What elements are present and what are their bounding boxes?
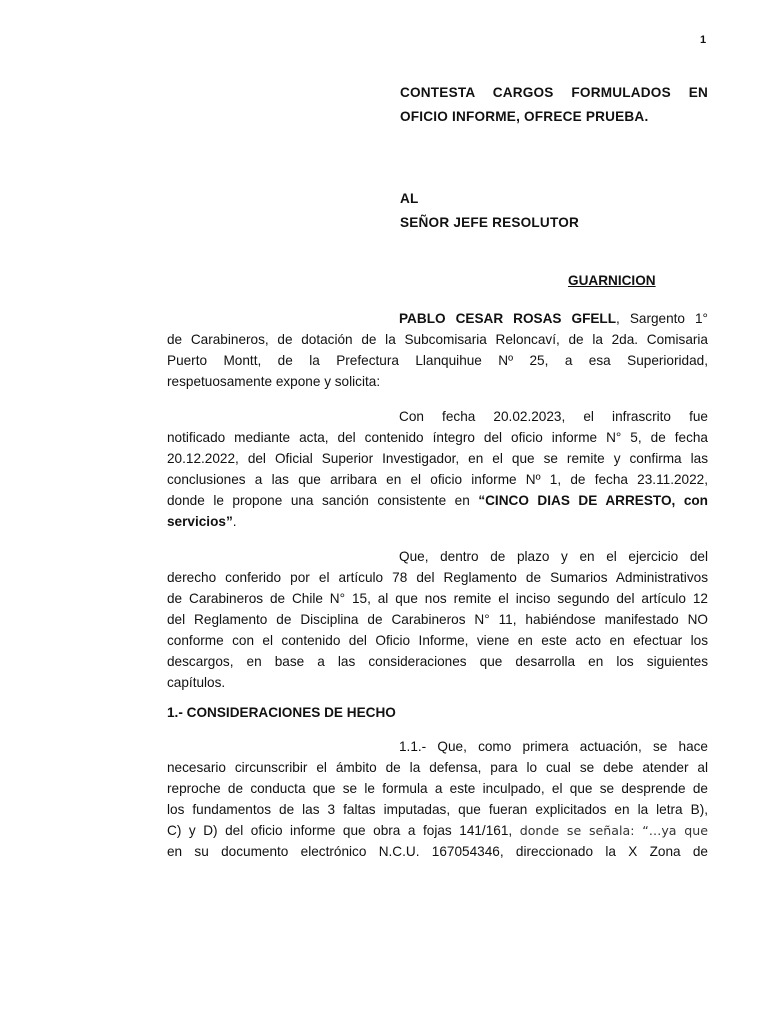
addressee-line-2: SEÑOR JEFE RESOLUTOR [400,215,579,230]
section-title: 1.- CONSIDERACIONES DE HECHO [167,705,396,720]
paragraph-1-1 [167,736,708,862]
quoted-text: donde se señala: “…ya que [519,823,708,838]
paragraph-line: descargos, en base a las consideraciones que desarrolla en los siguientes [167,654,708,669]
addressee-block [400,187,708,235]
paragraph-line: conclusiones a las que arribara en el oficio informe Nº 1, de fecha 23.11.2022, [167,472,708,487]
paragraph-line: necesario circunscribir el ámbito de la defensa, para lo cual se debe atender al [167,760,708,775]
paragraph-line: capítulos. [167,675,226,690]
page-number: 1 [700,34,707,46]
paragraph-line: de Carabineros de Chile N° 15, al que nos remite el inciso segundo del artículo 12 [167,591,708,606]
paragraph-line: donde le propone una sanción consistente en “CINCO DIAS DE ARRESTO, con [167,493,708,508]
paragraph-line: servicios”. [167,514,237,529]
paragraph-intro [167,308,708,392]
paragraph-notification [167,406,708,532]
paragraph-line: 20.12.2022, del Oficial Superior Investigador, en el que se remite y confirma las [167,451,708,466]
petitioner-name: PABLO CESAR ROSAS GFELL [399,311,617,326]
paragraph-line: respetuosamente expone y solicita: [167,374,381,389]
paragraph-line: Puerto Montt, de la Prefectura Llanquihue Nº 25, a esa Superioridad, [167,353,708,368]
paragraph-line: reproche de conducta que se le formula a este inculpado, el que se desprende de [167,781,708,796]
paragraph-line: PABLO CESAR ROSAS GFELL, Sargento 1° [399,311,708,326]
addressee-line-1: AL [400,191,419,206]
paragraph-line: en su documento electrónico N.C.U. 167054346, direccionado la X Zona de [167,844,708,859]
paragraph-line: conforme con el contenido del Oficio Informe, viene en este acto en efectuar los [167,633,708,648]
paragraph-line: de Carabineros, de dotación de la Subcomisaria Reloncaví, de la 2da. Comisaria [167,332,708,347]
paragraph-line: del Reglamento de Disciplina de Carabineros N° 11, habiéndose manifestado NO [167,612,708,627]
paragraph-descargos [167,546,708,693]
document-heading [400,81,708,129]
paragraph-line: C) y D) del oficio informe que obra a fojas 141/161, donde se señala: “…ya que [167,823,708,838]
heading-line-1: CONTESTA CARGOS FORMULADOS EN [400,85,708,100]
paragraph-line: los fundamentos de las 3 faltas imputadas, que fueran explicitados en la letra B), [167,802,708,817]
sanction-text: “CINCO DIAS DE ARRESTO, con [478,493,708,508]
guarnicion-label: GUARNICION [568,273,656,288]
heading-line-2: OFICIO INFORME, OFRECE PRUEBA. [400,109,649,124]
paragraph-line: Con fecha 20.02.2023, el infrascrito fue [399,409,708,424]
paragraph-line: derecho conferido por el artículo 78 del Reglamento de Sumarios Administrativos [167,570,708,585]
paragraph-line: Que, dentro de plazo y en el ejercicio del [399,549,708,564]
paragraph-line: 1.1.- Que, como primera actuación, se hace [399,739,708,754]
paragraph-line: notificado mediante acta, del contenido íntegro del oficio informe N° 5, de fecha [167,430,708,445]
